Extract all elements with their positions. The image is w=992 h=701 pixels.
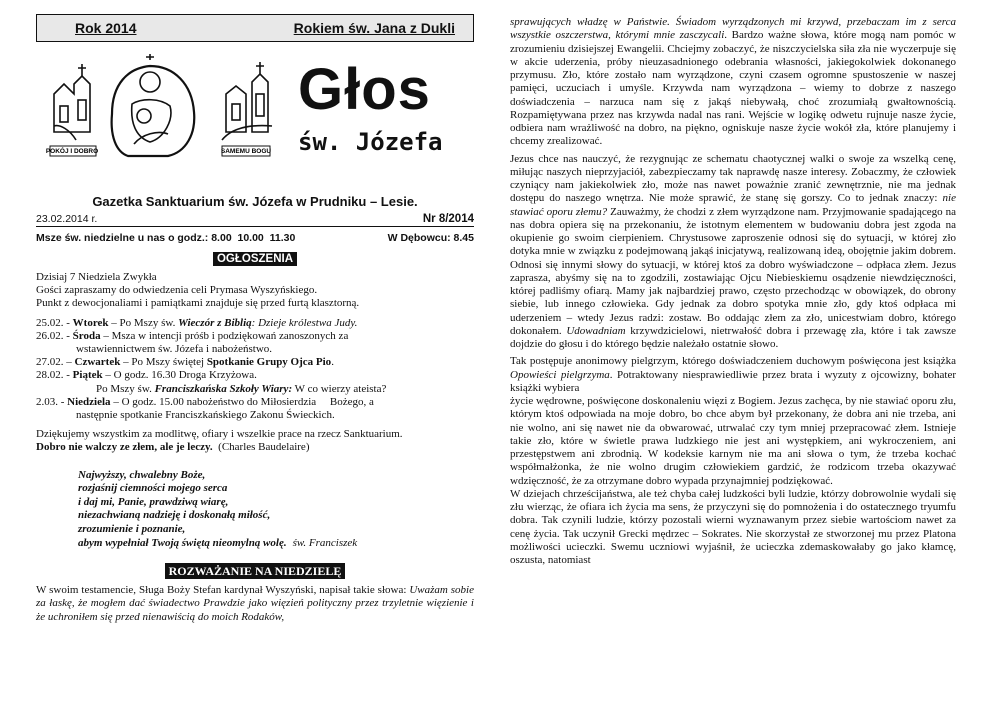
- reflection-paragraph: sprawujących władzę w Państwie. Świadom wyrządzonych mi krzywd, przebaczam im z serca wszystkie oszczerstwa, którymi mnie zasczycali. Bardzo ważne słowa, które mogą nam pomóc w zrozumieniu dzisiejszej Ewangelii. Chciejmy zobaczyć, że niszczycielska siła zła nie wyczerpuje się w akcie uderzenia, próby nieuzasadnionego odebrania własności, jakiegokolwiek dokonanego przymusu. Zło, które zostało nam wyrządzone, czyni czasem ogromne spustoszenie w naszej pamięci, uczuciach i umyśle. Krzywda nam wyrządzona – wiemy to dobrze z naszego doświadczenia – narzuca nam się z jakąś niebywałą, choć zrozumiałą gwałtownością. Rozpamiętywana przez nas krzywda nadal nas rani. Wejście w logikę odwetu rujnuje nasze życie, odbiera nam wrażliwość na dobro, na piękno, ogniskuje nasze życie wokół zła, które planujemy i chcemy zrealizować.: [510, 16, 956, 148]
- quote-line: Dobro nie walczy ze złem, ale je leczy. (Charles Baudelaire): [36, 441, 310, 454]
- header-bar: [36, 14, 474, 42]
- thanks-line: Dziękujemy wszystkim za modlitwę, ofiary i wszelkie prace na rzecz Sanktuarium.: [36, 428, 403, 441]
- year-label: Rok 2014: [75, 20, 137, 36]
- emblem-right-banner: SAMEMU BOGU: [220, 148, 272, 155]
- prayer-line: niezachwianą nadzieję i doskonałą miłość,: [78, 509, 271, 522]
- prayer-line: Najwyższy, chwalebny Boże,: [78, 468, 206, 481]
- emblem-left-banner: POKÓJ I DOBRO: [46, 148, 99, 155]
- prayer-line: zrozumienie i poznanie,: [78, 523, 186, 536]
- issue-number: Nr 8/2014: [422, 213, 474, 225]
- mass-times: [36, 232, 474, 244]
- newsletter-subtitle: św. Józefa: [298, 128, 443, 156]
- event-item: 28.02. - Piątek – O godz. 16.30 Droga Krzyżowa. Po Mszy św. Franciszkańska Szkoły Wiary: W co wierzy ateista?: [36, 369, 387, 395]
- issue-date: 23.02.2014 r.: [36, 213, 98, 225]
- reflection-heading: ROZWAŻANIE NA NIEDZIELĘ: [36, 562, 474, 580]
- announcement-line: Gości zapraszamy do odwiedzenia celi Prymasa Wyszyńskiego.: [36, 284, 318, 297]
- reflection-paragraph: W dziejach chrześcijaństwa, ale też chyba całej ludzkości byli ludzie, którzy dobrowolnie wydali się złu wierząc, że ofiara ich życia ma sens, że przyczyni się do pomnożenia i do ostatecznego tryumfu dobra. Tak czynili ludzie, którzy pozostali wierni wyznawanym przez siebie wartościom nawet za cenę życia. Tak uczynił Grecki mędrzec – Sokrates. Nie skorzystał ze stworzonej mu przez Platona możliwości ucieczki. Swemu uczniowi wyjaśnił, że ucieczka zdemaskowałaby go jako kłamcę, oszusta, natomiast: [510, 487, 956, 566]
- prayer-line: i daj mi, Panie, prawdziwą wiarę,: [78, 495, 229, 508]
- right-page: [496, 0, 992, 701]
- event-item: 2.03. - Niedziela – O godz. 15.00 nabożeństwo do Miłosierdzia Bożego, a następnie spotkanie Franciszkańskiego Zakonu Świeckich.: [36, 395, 374, 422]
- prayer: [78, 469, 474, 551]
- reflection-paragraph: Jezus chce nas nauczyć, że rezygnując ze schematu chaotycznej walki o swoje za wszelką cenę, miłując naszych nieprzyjaciół, zabezpieczamy tak naprawdę nasze interesy. Zobaczmy, że człowiek czyniący nam jakiekolwiek zło, może nas nawet poważnie zranić zewnętrznie, nie ma jednak dostępu do naszego wnętrza. Nie może sprawić, że stanę się gorszy. Co to jednak znaczy: nie stawiać oporu złemu? Zauważmy, że chodzi z złem wyrządzone nam. Przyjmowanie spadającego na nas dobra opiera się na przekonaniu, że istotnym elementem w budowaniu dobra jest zgoda na okupienie go swoim cierpieniem. Chrystusowe zaproszenie odnosi się do sytuacji, w której zło dotyka mnie w związku z podejmowaną jakąś inicjatywą, realizowaną ideą, obojętnie jakim dobrem. Odnosi się innymi słowy do sytuacji, w której ktoś za dobro wyświadczone – odpłaca złem. Jezus zaprasza, abyśmy się na to zgodzili, zostawiając Ojcu Niebieskiemu osądzenie niewdzięczności, której padliśmy ofiarą. Mamy jak najbardziej prawo, często przechodząc w obowiązek, do obrony siebie, lub innego człowieka. Gdy jednak za dobro spotyka mnie zło, gdy ktoś odpłaca mi uderzeniem – wtedy Jezus radzi: zostaw. Bo oddając złem za zło, unicestwiam dobro, którego dokonałem. Udowadniam krzywdzicielowi, nietrwałość dobra i przewagę zła, które i tak zawsze dojdzie do głosu i do którego będzie należało ostatnie słowo.: [510, 152, 956, 350]
- masthead: [36, 48, 474, 162]
- sunday-masses: Msze św. niedzielne u nas o godz.: 8.00 10.00 11.30: [36, 232, 296, 244]
- reflection-paragraph: Tak postępuje anonimowy pielgrzym, którego doświadczeniem duchowym poświęcona jest książka Opowieści pielgrzyma. Potraktowany niesprawiedliwie przez brata i wyzuty z ojcowizny, bohater książki wybiera życie wędrowne, poświęcone doskonaleniu więzi z Bogiem. Jezus zachęca, by nie stawiać oporu złu, którym ktoś odpowiada na moje dobro, bo chce abym był przekonany, że dobra ani nie trzeba, ani nie wolno, ani się nawet nie da obwarować, utrwalać czy tym mniej przepracować złem. Istnieje takie zło, które w świetle prawa ludzkiego nie jest ani występkiem, ani wykroczeniem, ani przestępstwem ani zbrodnią. W kodeksie karnym nie ma ani słowa o tym, że trzeba kochać współmałżonka, że nie wolno drugim człowiekiem gardzić, że rodzicom trzeba okazywać wdzięczność, że za otrzymane dobro wypada przynajmniej podziękować.: [510, 355, 956, 487]
- sanctuary-emblem: [46, 54, 278, 160]
- announcement-line: Dzisiaj 7 Niedziela Zwykła: [36, 271, 157, 283]
- year-theme: Rokiem św. Jana z Dukli: [293, 20, 455, 36]
- dateline: [36, 213, 474, 227]
- event-item: 25.02. - Wtorek – Po Mszy św. Wieczór z Biblią: Dzieje królestwa Judy.: [36, 316, 358, 329]
- newsletter-title: Głos: [298, 57, 431, 122]
- event-item: 26.02. - Środa – Msza w intencji próśb i podziękowań zanoszonych za wstawiennictwem św. Józefa i nabożeństwo.: [36, 329, 349, 356]
- reflection-intro: W swoim testamencie, Sługa Boży Stefan kardynał Wyszyński, napisał takie słowa: Uważam sobie za łaskę, że mogłem dać świadectwo Prawdzie jako więzień polityczny przez trzyletnie więzienie i że uchroniłem się przed nienawiścią do moich Rodaków,: [36, 584, 475, 623]
- prayer-line: rozjaśnij ciemności mojego serca: [78, 482, 228, 495]
- reflection-continued: [510, 16, 956, 567]
- debowiec-masses: W Dębowcu: 8.45: [387, 232, 474, 244]
- announcement-line: Punkt z dewocjonaliami i pamiątkami znajduje się przed furtą klasztorną.: [36, 297, 360, 310]
- event-item: 27.02. – Czwartek – Po Mszy świętej Spotkanie Grupy Ojca Pio.: [36, 356, 334, 369]
- gazette-line: Gazetka Sanktuarium św. Józefa w Prudniku – Lesie.: [92, 194, 418, 209]
- prayer-author: św. Franciszek: [292, 536, 358, 549]
- prayer-line: abym wypełniał Twoją świętą nieomylną wolę. św. Franciszek: [78, 536, 358, 549]
- announcements-heading: OGŁOSZENIA: [36, 249, 474, 267]
